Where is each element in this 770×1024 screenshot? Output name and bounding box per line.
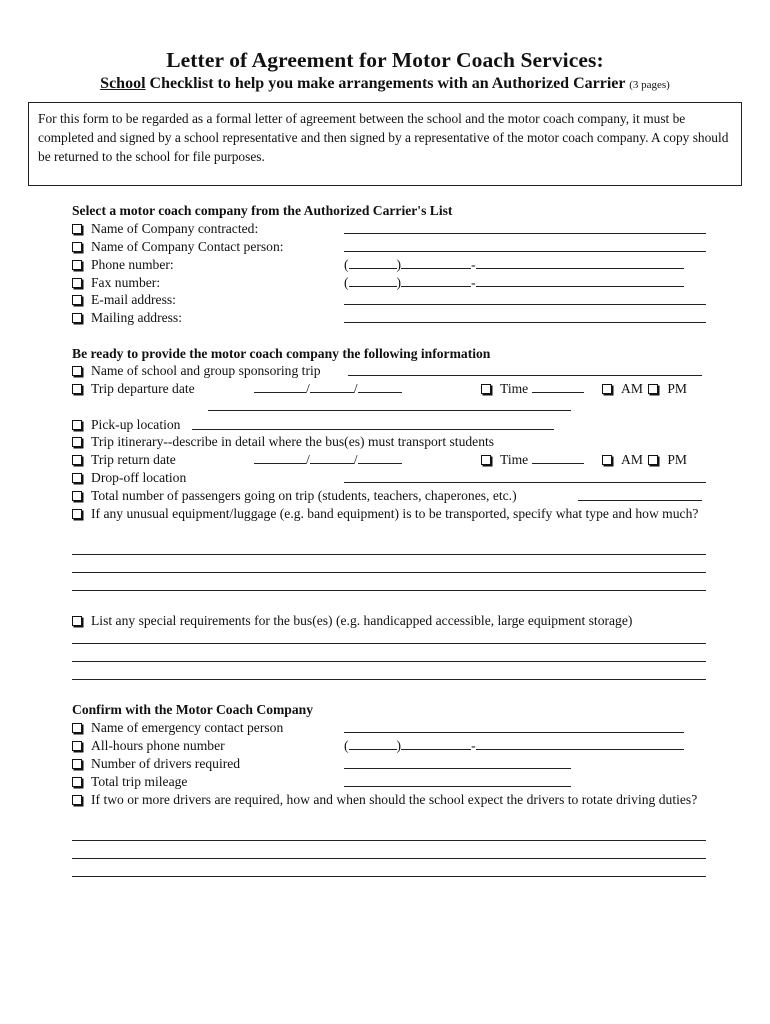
checkbox-icon[interactable] (72, 455, 82, 465)
school-group-line[interactable] (348, 375, 702, 376)
checklist-item-pickup[interactable] (72, 417, 180, 433)
checkbox-icon[interactable] (602, 455, 612, 465)
checkbox-icon[interactable] (72, 420, 82, 430)
email-line[interactable] (344, 304, 706, 305)
company-name-line[interactable] (344, 233, 706, 234)
phone-number-field[interactable]: ( ) - (344, 257, 684, 273)
subtitle-pages: (3 pages) (629, 79, 670, 91)
checklist-item-emergency[interactable] (72, 720, 283, 736)
checklist-item-all-hours[interactable] (72, 738, 225, 754)
item-label: Fax number: (91, 275, 161, 290)
time-label: Time (500, 381, 529, 396)
passengers-line[interactable] (578, 500, 702, 501)
checklist-item-mileage[interactable] (72, 774, 187, 790)
checklist-item-rotate[interactable] (72, 791, 708, 809)
section1-heading: Select a motor coach company from the Authorized Carrier's List (72, 203, 453, 218)
checklist-item-drivers[interactable] (72, 756, 240, 772)
checkbox-icon[interactable] (648, 384, 658, 394)
checkbox-icon[interactable] (481, 455, 491, 465)
item-label: Total trip mileage (91, 774, 188, 789)
checklist-item-equipment[interactable] (72, 505, 708, 523)
checkbox-icon[interactable] (602, 384, 612, 394)
item-label: Number of drivers required (91, 756, 241, 771)
document-title: Letter of Agreement for Motor Coach Services: (166, 48, 604, 72)
item-label: Trip return date (91, 452, 176, 467)
item-label: Name of emergency contact person (91, 720, 284, 735)
departure-time-field[interactable] (481, 381, 584, 397)
checkbox-icon[interactable] (72, 278, 82, 288)
checkbox-icon[interactable] (72, 295, 82, 305)
item-label: Name of Company contracted: (91, 221, 259, 236)
departure-ampm[interactable] (602, 381, 687, 397)
checkbox-icon[interactable] (72, 795, 82, 805)
section3-heading: Confirm with the Motor Coach Company (72, 702, 314, 717)
checkbox-icon[interactable] (72, 260, 82, 270)
item-label: All-hours phone number (91, 738, 225, 753)
checkbox-icon[interactable] (72, 384, 82, 394)
time-label: Time (500, 452, 529, 467)
checkbox-icon[interactable] (72, 473, 82, 483)
checklist-item-mailing[interactable] (72, 310, 182, 326)
checklist-item-fax[interactable] (72, 275, 160, 291)
checkbox-icon[interactable] (72, 741, 82, 751)
pickup-line[interactable] (192, 429, 554, 430)
item-label: Total number of passengers going on trip (students, teachers, chaperones, etc.) (91, 488, 517, 503)
checklist-item-email[interactable] (72, 292, 176, 308)
special-line-2[interactable] (72, 661, 706, 662)
notice-box: For this form to be regarded as a formal letter of agreement between the school and the motor coach company, it must be completed and signed by a school representative and then signed by a representative of the motor coach company. A copy should be returned to the school for file purposes. (28, 102, 742, 186)
checkbox-icon[interactable] (72, 723, 82, 733)
item-label: If two or more drivers are required, how and when should the school expect the drivers to rotate driving duties? (91, 792, 698, 807)
all-hours-phone-field[interactable]: ( ) - (344, 738, 684, 754)
drivers-line[interactable] (344, 768, 571, 769)
dropoff-line[interactable] (344, 482, 706, 483)
checkbox-icon[interactable] (72, 366, 82, 376)
am-label: AM (621, 452, 643, 467)
checklist-item-departure[interactable] (72, 381, 195, 397)
checkbox-icon[interactable] (72, 509, 82, 519)
checkbox-icon[interactable] (72, 437, 82, 447)
emergency-contact-line[interactable] (344, 732, 684, 733)
item-label: Drop-off location (91, 470, 187, 485)
return-date-field[interactable]: / / (254, 452, 402, 468)
contact-person-line[interactable] (344, 251, 706, 252)
item-label: Trip departure date (91, 381, 195, 396)
fax-number-field[interactable]: ( ) - (344, 275, 684, 291)
departure-extra-line[interactable] (208, 410, 571, 411)
item-label: Pick-up location (91, 417, 181, 432)
equipment-line-2[interactable] (72, 572, 706, 573)
special-line-3[interactable] (72, 679, 706, 680)
return-ampm[interactable] (602, 452, 687, 468)
item-label: Phone number: (91, 257, 174, 272)
item-label: Trip itinerary--describe in detail where the bus(es) must transport students (91, 434, 495, 449)
checkbox-icon[interactable] (72, 491, 82, 501)
checklist-item-school-group[interactable] (72, 363, 321, 379)
checklist-item-passengers[interactable] (72, 488, 517, 504)
item-label: If any unusual equipment/luggage (e.g. band equipment) is to be transported, specify what type and how much? (91, 506, 699, 521)
checklist-item-return[interactable] (72, 452, 176, 468)
subtitle-text: Checklist to help you make arrangements with an Authorized Carrier (145, 75, 626, 92)
subtitle-school: School (100, 75, 146, 92)
checkbox-icon[interactable] (72, 242, 82, 252)
checklist-item-contact[interactable] (72, 239, 284, 255)
item-label: Name of Company Contact person: (91, 239, 284, 254)
pm-label: PM (667, 381, 687, 396)
pm-label: PM (667, 452, 687, 467)
item-label: E-mail address: (91, 292, 176, 307)
checkbox-icon[interactable] (648, 455, 658, 465)
checkbox-icon[interactable] (72, 313, 82, 323)
checklist-item-itinerary[interactable] (72, 434, 494, 450)
checkbox-icon[interactable] (72, 616, 82, 626)
checklist-item-phone[interactable] (72, 257, 174, 273)
departure-date-field[interactable]: / / (254, 381, 402, 397)
checkbox-icon[interactable] (481, 384, 491, 394)
checkbox-icon[interactable] (72, 759, 82, 769)
rotate-line-1[interactable] (72, 840, 706, 841)
checklist-item-dropoff[interactable] (72, 470, 186, 486)
equipment-line-3[interactable] (72, 590, 706, 591)
rotate-line-3[interactable] (72, 876, 706, 877)
special-line-1[interactable] (72, 643, 706, 644)
rotate-line-2[interactable] (72, 858, 706, 859)
equipment-line-1[interactable] (72, 554, 706, 555)
item-label: Name of school and group sponsoring trip (91, 363, 321, 378)
checkbox-icon[interactable] (72, 224, 82, 234)
checklist-item-company[interactable] (72, 221, 258, 237)
return-time-field[interactable] (481, 452, 584, 468)
mailing-address-line[interactable] (344, 322, 706, 323)
mileage-line[interactable] (344, 786, 571, 787)
section2-heading: Be ready to provide the motor coach company the following information (72, 346, 491, 361)
item-label: List any special requirements for the bus(es) (e.g. handicapped accessible, large equipment storage) (91, 613, 633, 628)
item-label: Mailing address: (91, 310, 182, 325)
am-label: AM (621, 381, 643, 396)
document-subtitle (0, 75, 770, 93)
checkbox-icon[interactable] (72, 777, 82, 787)
checklist-item-special[interactable] (72, 613, 632, 629)
